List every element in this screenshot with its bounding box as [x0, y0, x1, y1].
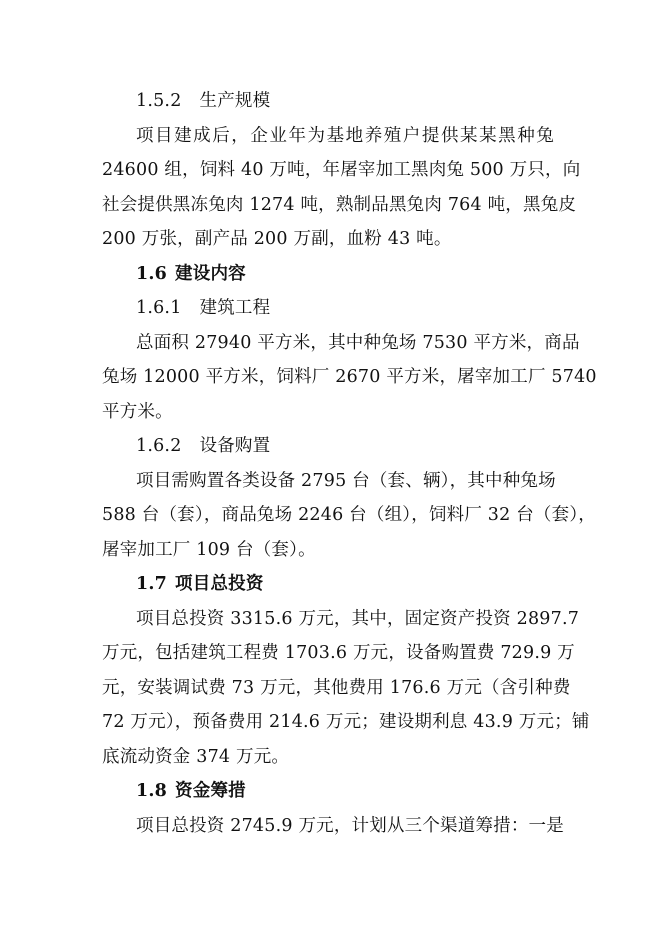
document-page	[102, 84, 597, 843]
section-title: 资金筹措	[175, 781, 246, 801]
paragraph-line: 项目总投资 3315.6 万元，其中，固定资产投资 2897.7	[136, 608, 580, 629]
section-title: 建设内容	[175, 263, 246, 284]
paragraph-line: 588 台（套），商品兔场 2246 台（组），饲料厂 32 台（套），	[102, 505, 596, 525]
paragraph-line: 屠宰加工厂 109 台（套）。	[102, 539, 316, 560]
paragraph-line: 平方米。	[102, 401, 173, 422]
paragraph-line: 总面积 27940 平方米，其中种兔场 7530 平方米，商品	[136, 332, 580, 353]
section-title: 项目总投资	[175, 574, 264, 594]
paragraph-line: 项目需购置各类设备 2795 台（套、辆），其中种兔场	[136, 470, 556, 491]
section-number: 1.7	[136, 574, 168, 594]
paragraph-line: 万元，包括建筑工程费 1703.6 万元，设备购置费 729.9 万	[102, 643, 575, 663]
section-number: 1.8	[136, 781, 168, 801]
section-number: 1.5.2	[136, 91, 182, 111]
paragraph-line: 24600 组，饲料 40 万吨，年屠宰加工黑肉兔 500 万只，向	[102, 160, 581, 180]
paragraph-line: 社会提供黑冻兔肉 1274 吨，熟制品黑兔肉 764 吨，黑兔皮	[102, 194, 577, 215]
section-title: 建筑工程	[199, 298, 271, 318]
heading-1-5-2	[102, 84, 554, 119]
paragraph-line: 元，安装调试费 73 万元，其他费用 176.6 万元（含引种费	[102, 677, 571, 698]
paragraph-line: 项目总投资 2745.9 万元，计划从三个渠道筹措：一是	[136, 815, 564, 836]
heading-1-6	[102, 257, 554, 292]
heading-1-6-2	[102, 429, 554, 464]
paragraph-line: 项目建成后，企业年为基地养殖户提供某某黑种兔	[136, 125, 554, 146]
section-number: 1.6	[136, 263, 168, 284]
paragraph-line: 72 万元），预备费用 214.6 万元；建设期利息 43.9 万元；铺	[102, 712, 590, 732]
heading-1-7	[102, 567, 554, 602]
section-number: 1.6.2	[136, 436, 182, 456]
heading-1-6-1	[102, 291, 554, 326]
section-title: 设备购置	[199, 436, 271, 456]
paragraph-line: 底流动资金 374 万元。	[102, 746, 290, 767]
heading-1-8	[102, 774, 554, 809]
section-number: 1.6.1	[136, 298, 182, 318]
section-title: 生产规模	[199, 91, 271, 111]
paragraph-line: 兔场 12000 平方米，饲料厂 2670 平方米，屠宰加工厂 5740	[102, 367, 597, 387]
paragraph-line: 200 万张，副产品 200 万副，血粉 43 吨。	[102, 229, 452, 249]
